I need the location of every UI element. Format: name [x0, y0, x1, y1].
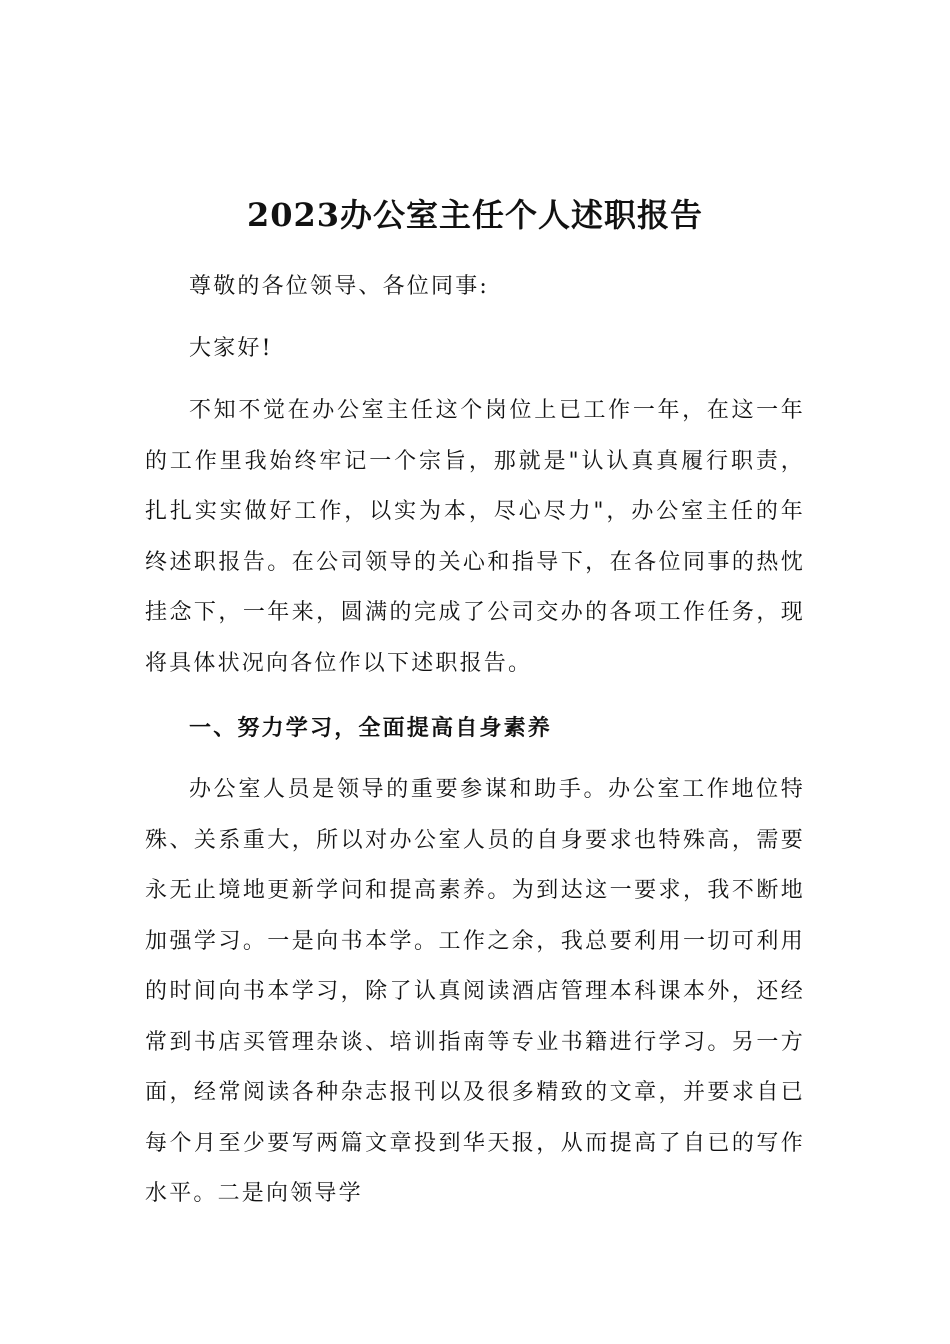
- document-title: 2023办公室主任个人述职报告: [246, 196, 704, 234]
- intro-paragraph: 不知不觉在办公室主任这个岗位上已工作一年，在这一年的工作里我始终牢记一个宗旨，那就是"认认真真履行职责，扎扎实实做好工作，以实为本，尽心尽力"，办公室主任的年终述职报告。在公司领导的关心和指导下，在各位同事的热忱挂念下，一年来，圆满的完成了公司交办的各项工作任务，现将具体状况向各位作以下述职报告。: [145, 398, 805, 676]
- section-heading-1: 一、努力学习，全面提高自身素养: [189, 715, 553, 741]
- greeting-paragraph: 大家好!: [189, 336, 273, 361]
- section-1-paragraph: 办公室人员是领导的重要参谋和助手。办公室工作地位特殊、关系重大，所以对办公室人员的自身要求也特殊高，需要永无止境地更新学问和提高素养。为到达这一要求，我不断地加强学习。一是向书本学。工作之余，我总要利用一切可利用的时间向书本学习，除了认真阅读酒店管理本科课本外，还经常到书店买管理杂谈、培训指南等专业书籍进行学习。另一方面，经常阅读各种杂志报刊以及很多精致的文章，并要求自已每个月至少要写两篇文章投到华天报，从而提高了自已的写作水平。二是向领导学: [145, 777, 805, 1206]
- salutation-paragraph: 尊敬的各位领导、各位同事:: [189, 274, 490, 299]
